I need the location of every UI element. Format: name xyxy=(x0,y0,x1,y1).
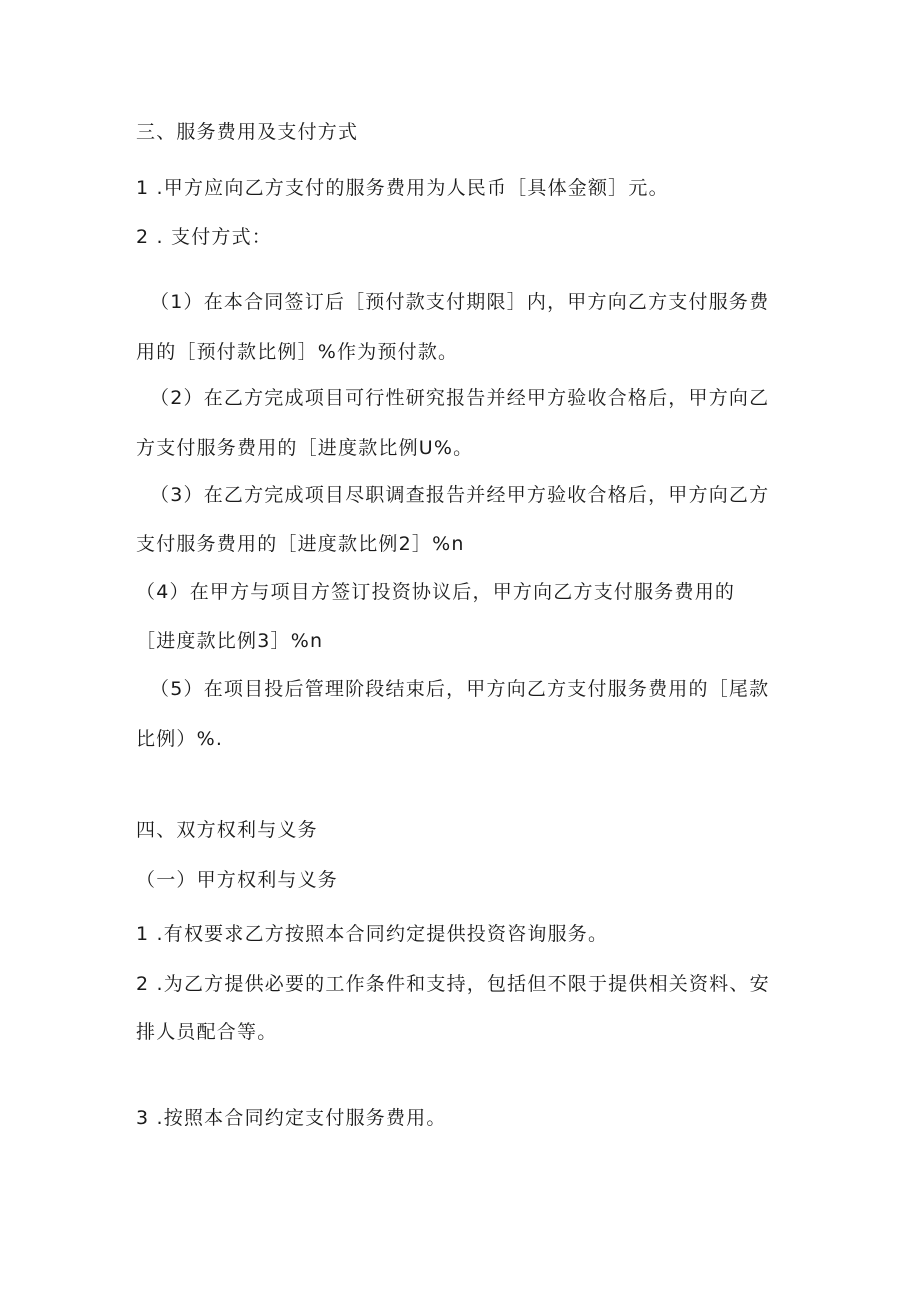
payment-clause-5-line-1: （5）在项目投后管理阶段结束后，甲方向乙方支付服务费用的［尾款 xyxy=(150,678,770,700)
payment-clause-3-line-2: 支付服务费用的［进度款比例2］%n xyxy=(136,533,465,555)
section-3-item-1: 1 .甲方应向乙方支付的服务费用为人民币［具体金额］元。 xyxy=(136,177,669,199)
section-4-subheading: （一）甲方权利与义务 xyxy=(136,869,339,891)
section-3-heading: 三、服务费用及支付方式 xyxy=(136,121,359,143)
payment-clause-2-line-1: （2）在乙方完成项目可行性研究报告并经甲方验收合格后，甲方向乙 xyxy=(150,387,770,409)
payment-clause-5-line-2: 比例）%. xyxy=(136,728,224,750)
payment-clause-2-line-2: 方支付服务费用的［进度款比例U%。 xyxy=(136,437,474,459)
section-4-item-1: 1 .有权要求乙方按照本合同约定提供投资咨询服务。 xyxy=(136,923,609,945)
section-3-item-2: 2 . 支付方式： xyxy=(136,226,273,248)
payment-clause-1-line-1: （1）在本合同签订后［预付款支付期限］内，甲方向乙方支付服务费 xyxy=(150,291,770,313)
payment-clause-1-line-2: 用的［预付款比例］%作为预付款。 xyxy=(136,341,459,363)
section-4-item-2-line-2: 排人员配合等。 xyxy=(136,1021,278,1043)
payment-clause-4-line-2: ［进度款比例3］%n xyxy=(136,630,324,652)
section-4-heading: 四、双方权利与义务 xyxy=(136,819,318,841)
section-4-item-3: 3 .按照本合同约定支付服务费用。 xyxy=(136,1107,447,1129)
payment-clause-4-line-1: （4）在甲方与项目方签订投资协议后，甲方向乙方支付服务费用的 xyxy=(136,581,736,603)
section-4-item-2-line-1: 2 .为乙方提供必要的工作条件和支持，包括但不限于提供相关资料、安 xyxy=(136,973,770,995)
payment-clause-3-line-1: （3）在乙方完成项目尽职调查报告并经甲方验收合格后，甲方向乙方 xyxy=(150,484,770,506)
